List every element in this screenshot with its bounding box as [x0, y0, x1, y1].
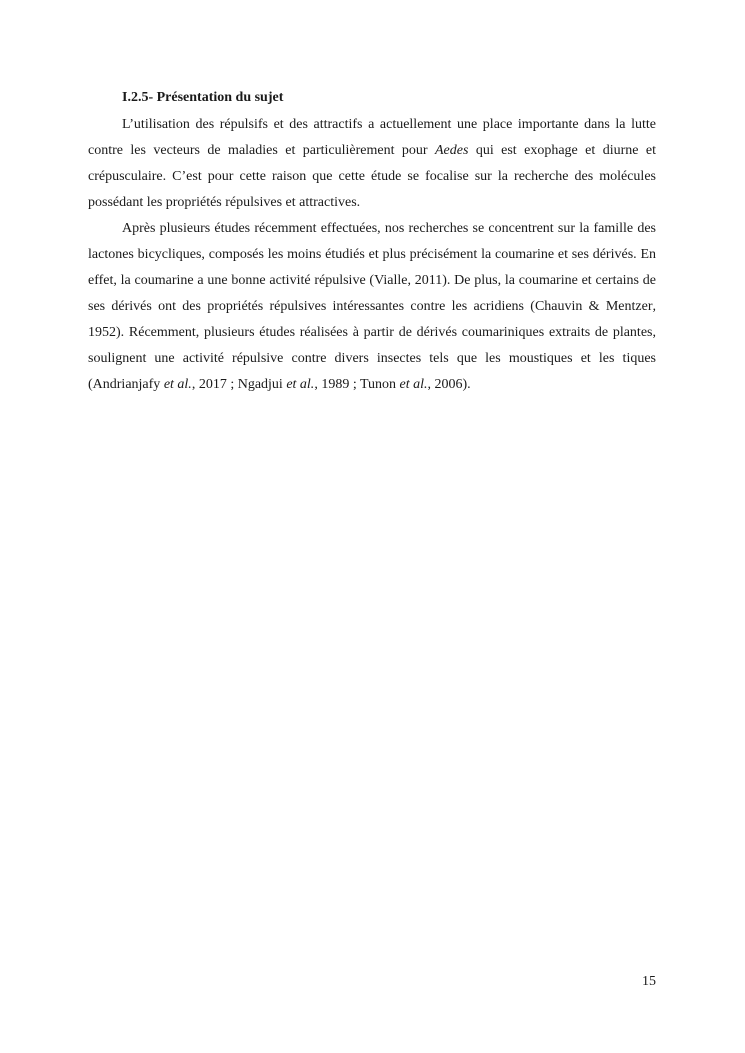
citation-comma-italic: , [652, 299, 656, 314]
paragraph-coumarin-research [88, 216, 656, 398]
section-heading: I.2.5- Présentation du sujet [122, 90, 284, 105]
paragraph2-text-a: Après plusieurs études récemment effectuées, nos recherches se concentrent sur la famille des lactones bicycliques, composés les moins étudiés et plus précisément la coumarine et ses dérivés. En effet, la coumarine a une bonne activité répulsive (Vialle, 2011). De plus, la coumarine et certains de ses dérivés ont des propriétés répulsives intéressantes contre les acridiens (Chauvin & Mentzer [88, 221, 656, 314]
paragraph-repellents-intro [88, 112, 656, 216]
paragraph2-text-c: , 2017 ; Ngadjui [191, 377, 287, 392]
citation-et-al-3: et al. [399, 377, 428, 392]
paragraph2-text-d: , 1989 ; Tunon [314, 377, 400, 392]
citation-et-al-2: et al. [286, 377, 315, 392]
page-content [88, 86, 656, 398]
species-name-aedes: Aedes [434, 143, 469, 158]
paragraph1-text-b: qui est exophage et diurne et crépusculaire. C’est pour cette raison que cette étude se focalise sur la recherche des molécules possédant les propriétés répulsives et attractives. [88, 143, 656, 210]
page-number: 15 [642, 974, 656, 989]
paragraph2-text-e: , 2006). [427, 377, 471, 392]
paragraph1-text-a: L’utilisation des répulsifs et des attractifs a actuellement une place importante dans la lutte contre les vecteurs de maladies et particulièrement pour [88, 117, 656, 158]
citation-et-al-1: et al. [163, 377, 192, 392]
paragraph2-text-b: 1952). Récemment, plusieurs études réalisées à partir de dérivés coumariniques extraits de plantes, soulignent une activité répulsive contre divers insectes tels que les moustiques et les tiques (Andrianjafy [88, 325, 656, 392]
